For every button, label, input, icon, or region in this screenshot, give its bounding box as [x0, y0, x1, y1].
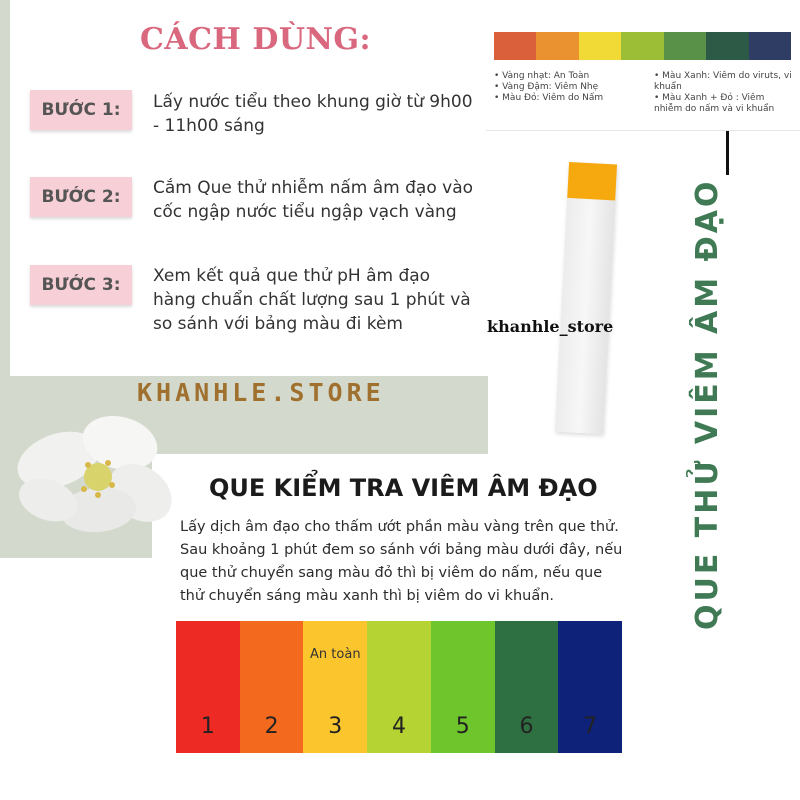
legend-swatch	[621, 32, 663, 60]
scale-number: 6	[519, 714, 534, 739]
test-strip-image	[545, 161, 625, 434]
flower-image	[8, 405, 178, 535]
scale-number: 4	[392, 714, 407, 739]
scale-number: 7	[583, 714, 598, 739]
scale-number: 1	[200, 714, 215, 739]
test-strip-body	[555, 162, 617, 434]
step-1-text: Lấy nước tiểu theo khung giờ từ 9h00 - 11h00 sáng	[153, 92, 473, 136]
legend-item: • Màu Đỏ: Viêm do Nấm	[494, 93, 604, 103]
vertical-title: QUE THỬ VIÊM ÂM ĐẠO	[690, 178, 725, 630]
test-strip-pad	[567, 162, 617, 200]
color-scale	[176, 621, 622, 753]
main-description: Lấy dịch âm đạo cho thấm ướt phần màu vàng trên que thử. Sau khoảng 1 phút đem so sánh với bảng màu dưới đây, nếu que thử chuyển sang màu đỏ thì bị viêm do nấm, nếu que thử chuyển sáng màu xanh thì bị viêm do vi khuẩn.	[180, 519, 623, 604]
step-2-label: BƯỚC 2:	[30, 177, 132, 217]
legend-swatch	[664, 32, 706, 60]
step-3-label: BƯỚC 3:	[30, 265, 132, 305]
legend-item: • Màu Xanh: Viêm do viruts, vi khuẩn	[654, 71, 792, 92]
scale-cell	[367, 621, 431, 753]
legend-item: • Vàng Đậm: Viêm Nhẹ	[494, 82, 599, 92]
watermark: khanhle_store	[487, 317, 614, 336]
brand-name: KHANHLE.STORE	[137, 378, 385, 407]
legend-color-scale	[494, 32, 791, 60]
scale-number: 3	[328, 714, 343, 739]
divider	[726, 131, 729, 175]
legend-swatch	[706, 32, 748, 60]
legend-item: • Màu Xanh + Đỏ : Viêm nhiễm do nấm và vi khuẩn	[654, 93, 775, 114]
scale-cell	[176, 621, 240, 753]
divider	[486, 130, 800, 131]
scale-number: 2	[264, 714, 279, 739]
legend-item: • Vàng nhạt: An Toàn	[494, 71, 590, 81]
step-3-text: Xem kết quả que thử pH âm đạo hàng chuẩn chất lượng sau 1 phút và so sánh với bảng màu đi kèm	[153, 266, 471, 334]
scale-cell	[240, 621, 304, 753]
scale-cell	[431, 621, 495, 753]
legend-swatch	[579, 32, 621, 60]
scale-cell	[303, 621, 367, 753]
scale-note: An toàn	[310, 647, 361, 662]
instructions-title: CÁCH DÙNG:	[140, 22, 372, 57]
step-2-text: Cắm Que thử nhiễm nấm âm đạo vào cốc ngập nước tiểu ngập vạch vàng	[153, 178, 474, 222]
scale-cell	[495, 621, 559, 753]
legend-swatch	[536, 32, 578, 60]
legend-right-list	[654, 71, 794, 115]
scale-number: 5	[455, 714, 470, 739]
scale-cell	[558, 621, 622, 753]
main-heading: QUE KIỂM TRA VIÊM ÂM ĐẠO	[209, 474, 598, 502]
step-1-label: BƯỚC 1:	[30, 90, 132, 130]
legend-swatch	[749, 32, 791, 60]
legend-swatch	[494, 32, 536, 60]
legend-left-list	[494, 71, 644, 104]
